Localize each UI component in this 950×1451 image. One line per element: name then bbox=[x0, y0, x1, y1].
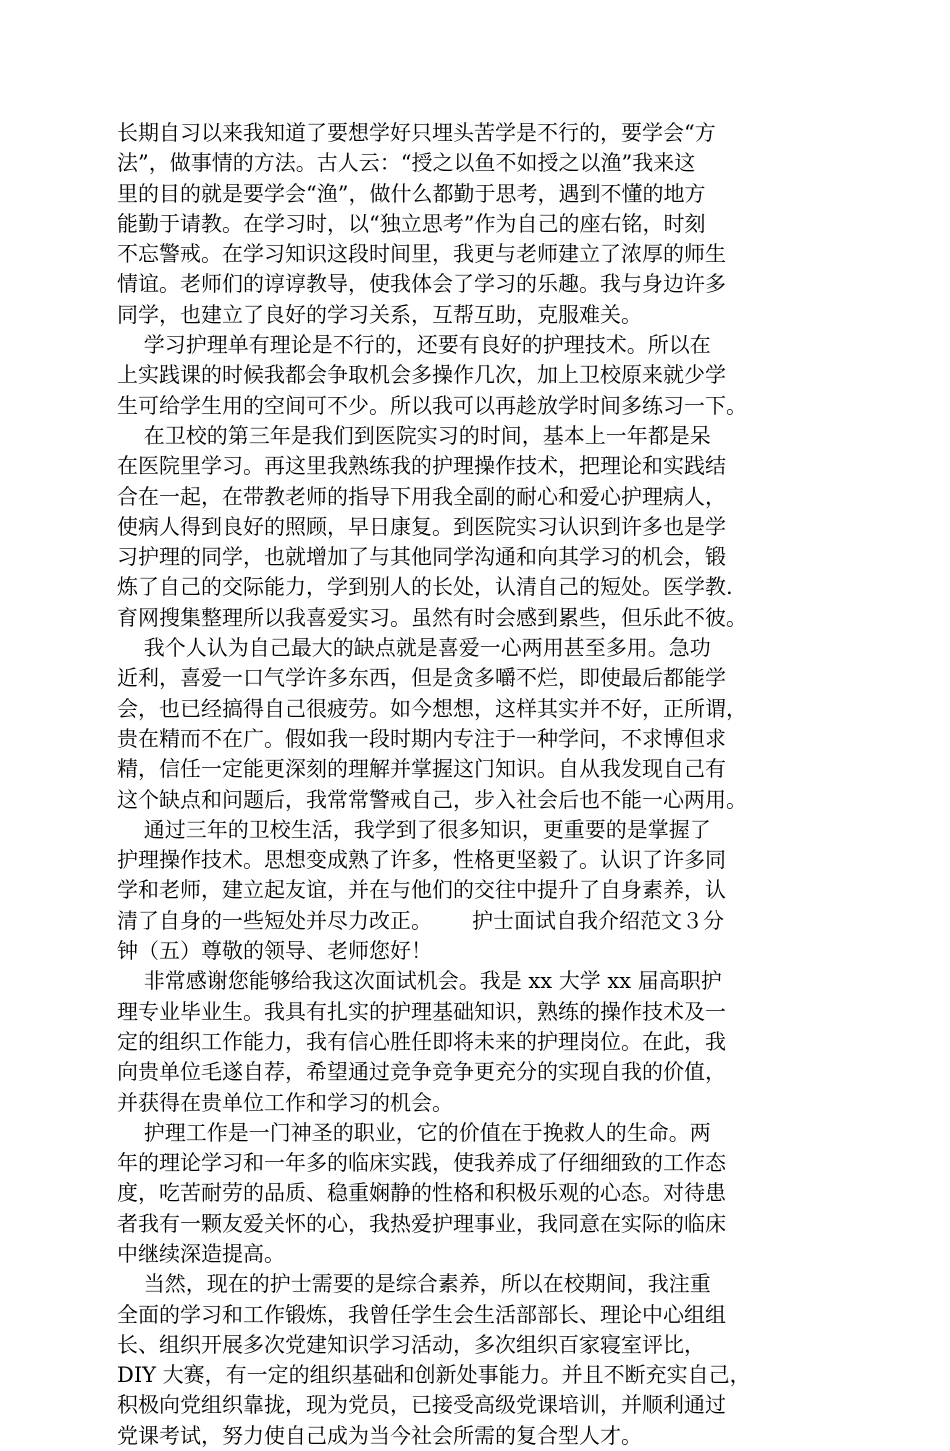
text-line: 向贵单位毛遂自荐，希望通过竞争竞争更充分的实现自我的价值， bbox=[117, 1060, 726, 1085]
text-line: 同学，也建立了良好的学习关系，互帮互助，克服难关。 bbox=[117, 302, 642, 327]
text-line: 不忘警戒。在学习知识这段时间里，我更与老师建立了浓厚的师生 bbox=[117, 242, 726, 267]
text-line: 钟（五）尊敬的领导、老师您好！ bbox=[117, 939, 432, 964]
text-line: 在卫校的第三年是我们到医院实习的时间，基本上一年都是呆 bbox=[117, 423, 711, 448]
text-line: 党课考试，努力使自己成为当今社会所需的复合型人才。 bbox=[117, 1423, 642, 1448]
text-line: 并获得在贵单位工作和学习的机会。 bbox=[117, 1090, 453, 1115]
text-line: 中继续深造提高。 bbox=[117, 1241, 285, 1266]
text-line: 这个缺点和问题后，我常常警戒自己，步入社会后也不能一心两用。 bbox=[117, 787, 747, 812]
text-line: 学习护理单有理论是不行的，还要有良好的护理技术。所以在 bbox=[117, 333, 711, 358]
text-line: 长期自习以来我知道了要想学好只埋头苦学是不行的，要学会“方 bbox=[117, 121, 716, 145]
text-line: 学和老师，建立起友谊，并在与他们的交往中提升了自身素养，认 bbox=[117, 878, 726, 903]
text-line: DIY 大赛，有一定的组织基础和创新处事能力。并且不断充实自己， bbox=[117, 1363, 751, 1388]
text-line: 长、组织开展多次党建知识学习活动，多次组织百家寝室评比， bbox=[117, 1332, 705, 1357]
text-line: 育网搜集整理所以我喜爱实习。虽然有时会感到累些，但乐此不彼。 bbox=[117, 605, 747, 630]
text-line: 积极向党组织靠拢，现为党员，已接受高级党课培训，并顺利通过 bbox=[117, 1393, 726, 1418]
text-line: 使病人得到良好的照顾，早日康复。到医院实习认识到许多也是学 bbox=[117, 514, 726, 539]
text-line: 非常感谢您能够给我这次面试机会。我是 xx 大学 xx 届高职护 bbox=[117, 969, 722, 994]
text-line: 习护理的同学，也就增加了与其他同学沟通和向其学习的机会，锻 bbox=[117, 545, 726, 570]
text-line: 年的理论学习和一年多的临床实践，使我养成了仔细细致的工作态 bbox=[117, 1151, 726, 1176]
text-line: 贵在精而不在广。假如我一段时期内专注于一种学问，不求博但求 bbox=[117, 726, 726, 751]
text-line: 当然，现在的护士需要的是综合素养，所以在校期间，我注重 bbox=[117, 1272, 711, 1297]
text-line: 上实践课的时候我都会争取机会多操作几次，加上卫校原来就少学 bbox=[117, 363, 726, 388]
text-line: 会，也已经搞得自己很疲劳。如今想想，这样其实并不好，正所谓， bbox=[117, 696, 747, 721]
text-line: 定的组织工作能力，我有信心胜任即将未来的护理岗位。在此，我 bbox=[117, 1029, 726, 1054]
text-line: 能勤于请教。在学习时，以“独立思考”作为自己的座右铭，时刻 bbox=[117, 211, 706, 236]
text-line: 理专业毕业生。我具有扎实的护理基础知识，熟练的操作技术及一 bbox=[117, 999, 726, 1024]
text-line: 里的目的就是要学会“渔”，做什么都勤于思考，遇到不懂的地方 bbox=[117, 181, 706, 206]
text-line: 生可给学生用的空间可不少。所以我可以再趁放学时间多练习一下。 bbox=[117, 393, 747, 418]
text-line: 合在一起，在带教老师的指导下用我全副的耐心和爱心护理病人， bbox=[117, 484, 726, 509]
text-line: 者我有一颗友爱关怀的心，我热爱护理事业，我同意在实际的临床 bbox=[117, 1211, 726, 1236]
text-line: 在医院里学习。再这里我熟练我的护理操作技术，把理论和实践结 bbox=[117, 454, 726, 479]
text-line: 情谊。老师们的谆谆教导，使我体会了学习的乐趣。我与身边许多 bbox=[117, 272, 726, 297]
text-line: 护理工作是一门神圣的职业，它的价值在于挽救人的生命。两 bbox=[117, 1120, 711, 1145]
text-line: 精，信任一定能更深刻的理解并掌握这门知识。自从我发现自己有 bbox=[117, 757, 726, 782]
text-line: 全面的学习和工作锻炼，我曾任学生会生活部部长、理论中心组组 bbox=[117, 1302, 726, 1327]
text-line: 护理操作技术。思想变成熟了许多，性格更坚毅了。认识了许多同 bbox=[117, 848, 726, 873]
text-line: 法”，做事情的方法。古人云：“授之以鱼不如授之以渔”我来这 bbox=[117, 151, 696, 176]
text-line: 度，吃苦耐劳的品质、稳重娴静的性格和积极乐观的心态。对待患 bbox=[117, 1181, 726, 1206]
text-line: 清了自身的一些短处并尽力改正。 护士面试自我介绍范文３分 bbox=[117, 908, 725, 933]
text-line: 通过三年的卫校生活，我学到了很多知识，更重要的是掌握了 bbox=[117, 817, 711, 842]
text-line: 炼了自己的交际能力，学到别人的长处，认清自己的短处。医学教. bbox=[117, 575, 733, 600]
text-line: 近利，喜爱一口气学许多东西，但是贪多嚼不烂，即使最后都能学 bbox=[117, 666, 726, 691]
document-body bbox=[117, 118, 817, 1451]
text-line: 我个人认为自己最大的缺点就是喜爱一心两用甚至多用。急功 bbox=[117, 636, 711, 661]
